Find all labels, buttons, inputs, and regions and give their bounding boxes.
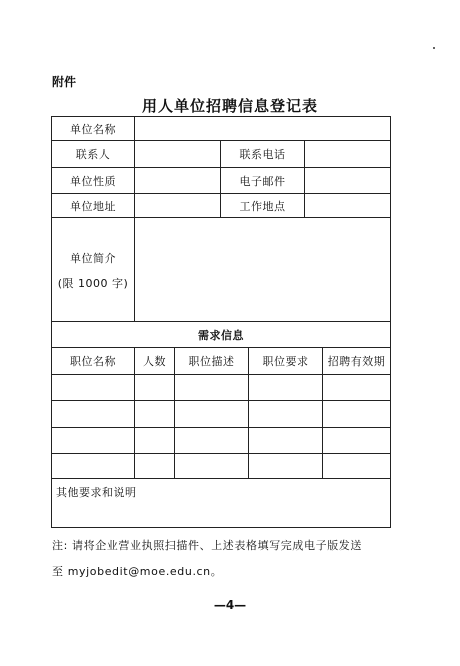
- unit-intro-limit: (限 1000 字): [57, 277, 129, 290]
- unit-name-label: 单位名称: [70, 122, 116, 136]
- contact-phone-label: 联系电话: [239, 148, 286, 161]
- page-number: —4—: [213, 598, 247, 612]
- table-row[interactable]: [52, 401, 390, 427]
- column-header-job-requirements: 职位要求: [262, 355, 309, 368]
- form-title: 用人单位招聘信息登记表: [141, 97, 318, 115]
- unit-intro-label: 单位简介: [70, 252, 116, 265]
- contact-person-value[interactable]: [135, 141, 220, 167]
- table-row[interactable]: [52, 375, 390, 400]
- column-header-position-name: 职位名称: [70, 355, 116, 368]
- unit-address-label: 单位地址: [70, 199, 116, 213]
- email-label: 电子邮件: [239, 174, 286, 188]
- scan-speck: [433, 47, 435, 49]
- table-row[interactable]: [52, 454, 390, 478]
- column-header-headcount: 人数: [143, 355, 166, 368]
- unit-nature-value[interactable]: [135, 168, 220, 193]
- row-divider: [52, 478, 390, 479]
- column-header-validity-period: 招聘有效期: [327, 355, 386, 368]
- contact-phone-value[interactable]: [305, 141, 390, 167]
- unit-nature-label: 单位性质: [70, 174, 116, 188]
- unit-intro-value[interactable]: [135, 218, 390, 321]
- table-row[interactable]: [52, 428, 390, 453]
- note-line-2: 至 myjobedit@moe.edu.cn。: [52, 565, 223, 578]
- unit-address-value[interactable]: [135, 194, 220, 217]
- column-header-job-description: 职位描述: [188, 355, 235, 368]
- note-line-1: 注: 请将企业营业执照扫描件、上述表格填写完成电子版发送: [52, 539, 363, 552]
- work-location-label: 工作地点: [239, 199, 286, 213]
- other-requirements-label: 其他要求和说明: [56, 486, 137, 499]
- unit-name-value[interactable]: [135, 117, 390, 140]
- work-location-value[interactable]: [305, 194, 390, 217]
- email-value[interactable]: [305, 168, 390, 193]
- requirements-section-title: 需求信息: [198, 328, 244, 342]
- registration-form-table: [51, 116, 391, 528]
- contact-person-label: 联系人: [75, 148, 111, 161]
- attachment-label: 附件: [52, 75, 77, 89]
